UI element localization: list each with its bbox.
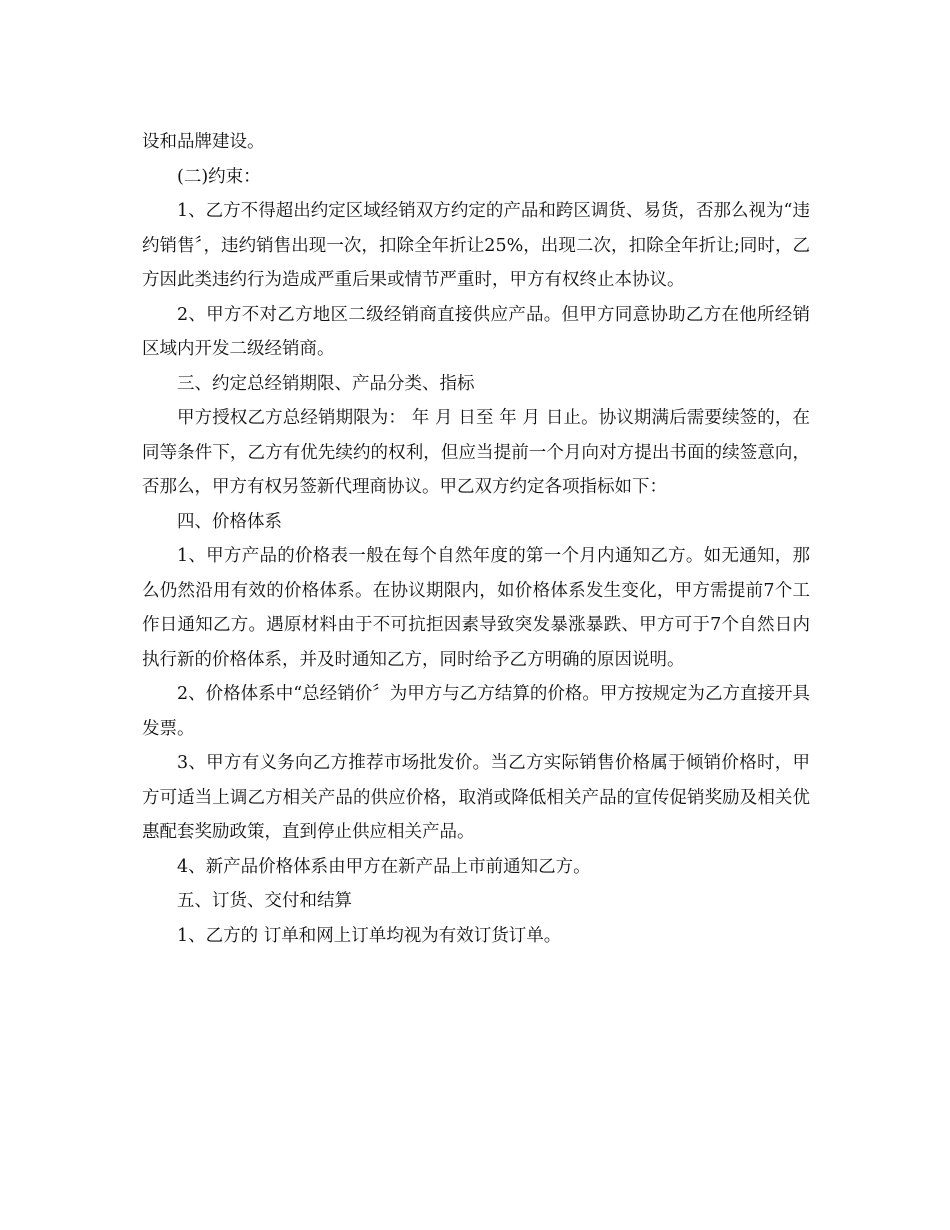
paragraph-brand-building: 设和品牌建设。 (142, 132, 265, 152)
paragraph-term: 甲方授权乙方总经销期限为： 年 月 日至 年 月 日止。协议期满后需要续签的，在同等条件下，乙方有优先续约的权利，但应当提前一个月向对方提出书面的续签意向，否那么，甲方有权另签新代理商协议。甲乙双方约定各项指标如下： (142, 408, 810, 497)
heading-section-3: 三、约定总经销期限、产品分类、指标 (177, 373, 475, 394)
heading-section-5: 五、订货、交付和结算 (177, 891, 352, 911)
paragraph-price-2: 2、价格体系中“总经销价〞为甲方与乙方结算的价格。甲方按规定为乙方直接开具发票。 (142, 684, 810, 739)
paragraph-constraint-2: 2、甲方不对乙方地区二级经销商直接供应产品。但甲方同意协助乙方在他所经销区域内开发二级经销商。 (142, 304, 810, 359)
paragraph-price-3: 3、甲方有义务向乙方推荐市场批发价。当乙方实际销售价格属于倾销价格时，甲方可适当上调乙方相关产品的供应价格，取消或降低相关产品的宣传促销奖励及相关优惠配套奖励政策，直到停止供应相关产品。 (142, 753, 810, 842)
paragraph-price-4: 4、新产品价格体系由甲方在新产品上市前通知乙方。 (177, 856, 591, 877)
paragraph-price-1: 1、甲方产品的价格表一般在每个自然年度的第一个月内通知乙方。如无通知，那么仍然沿用有效的价格体系。在协议期限内，如价格体系发生变化，甲方需提前7个工作日通知乙方。遇原材料由于不可抗拒因素导致突发暴涨暴跌、甲方可于7个自然日内执行新的价格体系，并及时通知乙方，同时给予乙方明确的原因说明。 (142, 546, 810, 670)
heading-section-4: 四、价格体系 (177, 511, 282, 532)
paragraph-constraint-1: 1、乙方不得超出约定区域经销双方约定的产品和跨区调货、易货，否那么视为“违约销售〞，违约销售出现一次，扣除全年折让25%，出现二次，扣除全年折让;同时，乙方因此类违约行为造成严重后果或情节严重时，甲方有权终止本协议。 (142, 201, 810, 290)
document-body (142, 125, 810, 953)
paragraph-order-1: 1、乙方的 订单和网上订单均视为有效订货订单。 (177, 925, 562, 946)
heading-constraints: (二)约束： (177, 166, 261, 187)
